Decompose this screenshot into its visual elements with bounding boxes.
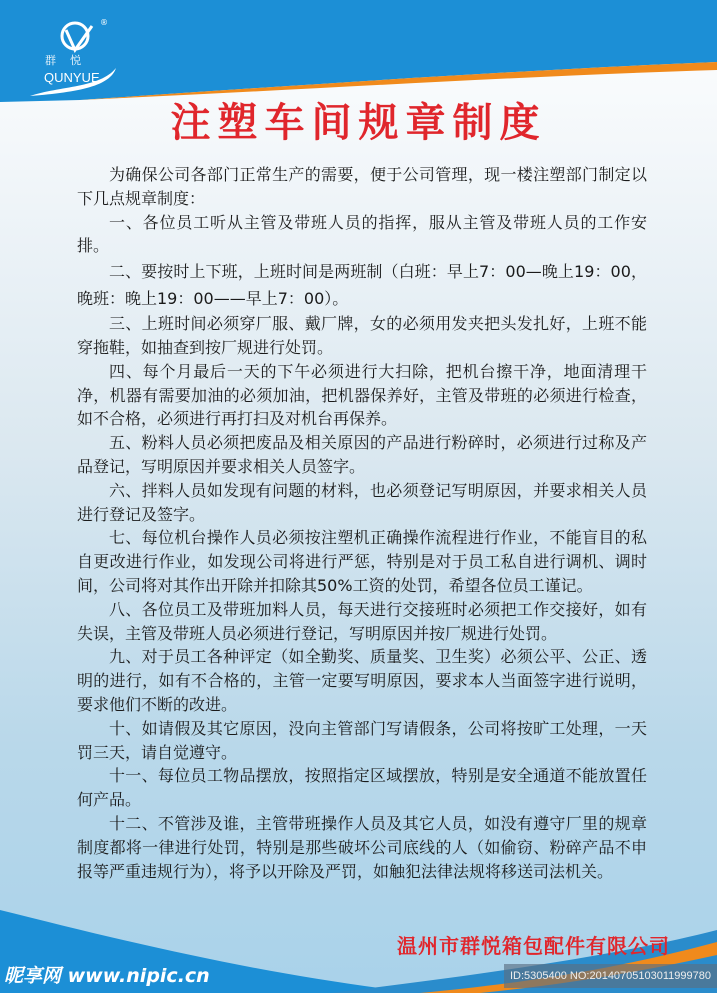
rule-paragraph: 十二、不管涉及谁，主管带班操作人员及其它人员，如没有遵守厂里的规章制度都将一律进行处罚，特别是那些破坏公司底线的人（如偷窃、粉碎产品不申报等严重违规行为），将予以开除及严罚，如触犯法律法规将移送司法机关。 xyxy=(77,813,647,881)
logo-chinese: 群悦 xyxy=(45,54,95,67)
watermark-id: ID:5305400 NO:20140705103011999780 xyxy=(504,964,717,988)
company-name: 温州市群悦箱包配件有限公司 xyxy=(397,934,670,958)
rule-paragraph: 三、上班时间必须穿厂服、戴厂牌，女的必须用发夹把头发扎好，上班不能穿拖鞋，如抽查到按厂规进行处罚。 xyxy=(77,314,647,357)
rule-paragraph: 八、各位员工及带班加料人员，每天进行交接班时必须把工作交接好，如有失误，主管及带班人员必须进行登记，写明原因并按厂规进行处罚。 xyxy=(77,599,647,643)
rules-body xyxy=(77,163,647,883)
registered-mark: ® xyxy=(100,18,108,27)
rule-paragraph: 七、每位机台操作人员必须按注塑机正确操作流程进行作业，不能盲目的私自更改进行作业，如发现公司将进行严惩，特别是对于员工私自进行调机、调时间，公司将对其作出开除并扣除其50%工资的处罚，希望各位员工谨记。 xyxy=(77,528,647,595)
rule-paragraph: 五、粉料人员必须把废品及相关原因的产品进行粉碎时，必须进行过称及产品登记，写明原因并要求相关人员签字。 xyxy=(77,433,647,476)
rule-paragraph: 一、各位员工听从主管及带班人员的指挥，服从主管及带班人员的工作安排。 xyxy=(77,212,647,256)
rule-paragraph: 二、要按时上下班，上班时间是两班制（白班：早上7：00—晚上19：00，晚班：晚上19：00——早上7：00）。 xyxy=(77,262,647,309)
rule-paragraph: 四、每个月最后一天的下午必须进行大扫除，把机台擦干净，地面清理干净，机器有需要加油的必须加油，把机器保养好，主管及带班的必须进行检查，如不合格，必须进行再打扫及对机台再保养。 xyxy=(77,361,647,429)
rule-paragraph: 六、拌料人员如发现有问题的材料，也必须登记写明原因，并要求相关人员进行登记及签字。 xyxy=(77,480,647,524)
rule-paragraph: 十一、每位员工物品摆放，按照指定区域摆放，特别是安全通道不能放置任何产品。 xyxy=(77,766,647,810)
rule-paragraph: 九、对于员工各种评定（如全勤奖、质量奖、卫生奖）必须公平、公正、透明的进行，如有不合格的，主管一定要写明原因，要求本人当面签字进行说明，要求他们不断的改进。 xyxy=(77,647,647,714)
logo-english: QUNYUE xyxy=(44,70,100,85)
watermark-site: 昵享网 www.nipic.cn xyxy=(4,965,210,987)
intro-paragraph: 为确保公司各部门正常生产的需要，便于公司管理，现一楼注塑部门制定以下几点规章制度： xyxy=(77,165,647,208)
page-title: 注塑车间规章制度 xyxy=(170,100,547,146)
company-logo xyxy=(30,18,120,84)
rule-paragraph: 十、如请假及其它原因，没向主管部门写请假条，公司将按旷工处理，一天罚三天，请自觉遵守。 xyxy=(77,718,647,762)
